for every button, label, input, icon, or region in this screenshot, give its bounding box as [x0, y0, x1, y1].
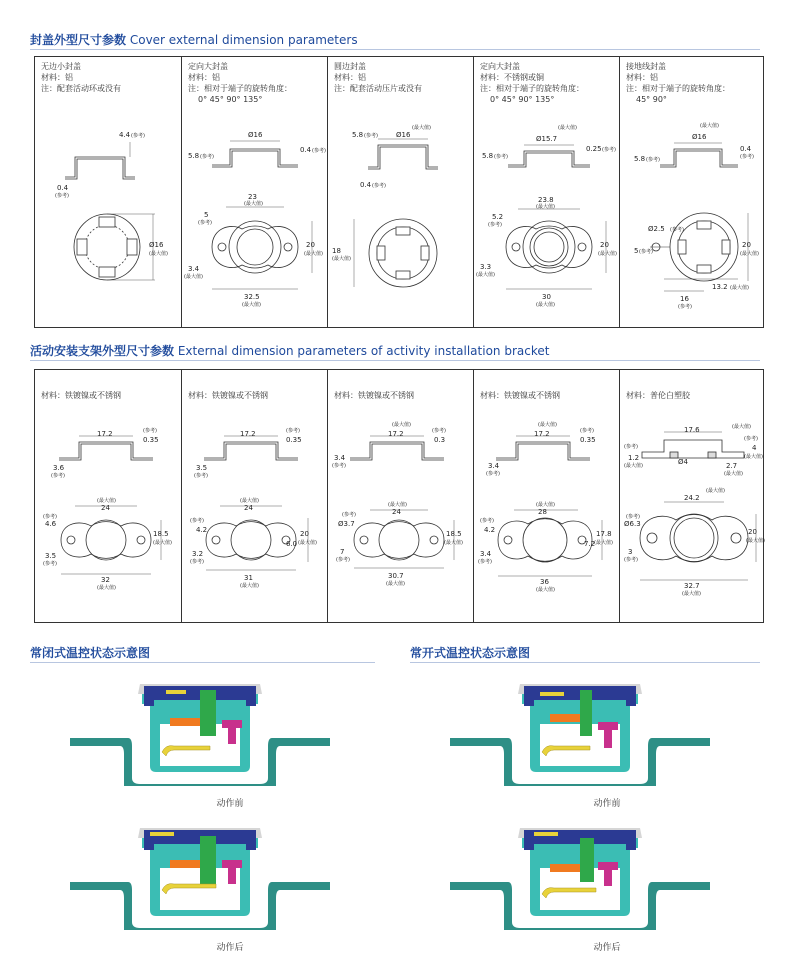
bracket-panel-1-material: 材料：铁镀镍或不锈钢 — [41, 391, 121, 400]
b3-dim-offset: 7 — [340, 548, 345, 556]
b3-dim-width: 17.2 — [388, 430, 404, 438]
p5-dim-diameter-ref: (最大值) — [700, 123, 719, 129]
b3-dim-offset-ref: (参考) — [336, 557, 350, 563]
p4-dim-length-ref: (最大值) — [536, 302, 555, 308]
p2-dim-diameter: Ø16 — [248, 131, 263, 139]
b5-dim-hole: Ø4 — [678, 458, 688, 466]
cover-panel-2-drawing — [182, 57, 328, 327]
open-after-caption: 动作后 — [593, 943, 621, 953]
b1-dim-length-ref: (最大值) — [97, 498, 116, 504]
b4-dim-thickness: 0.35 — [580, 436, 596, 444]
b2-dim-length: 24 — [244, 504, 253, 512]
section2-title: 活动安装支架外型尺寸参数 External dimension parameters of activity installation bracket — [30, 344, 550, 358]
b5-dim-width2-ref: (最大值) — [746, 538, 765, 544]
bracket-panel-1 — [35, 370, 182, 622]
bracket-panels — [34, 369, 764, 623]
b3-dim-length-ref: (最大值) — [388, 502, 407, 508]
b1-dim-height-ref: (参考) — [51, 473, 65, 479]
b2-dim-height2-ref: (最大值) — [298, 540, 317, 546]
b5-dim-height2-ref: (参考) — [744, 436, 758, 442]
p3-dim-outer-ref: (最大值) — [332, 256, 351, 262]
bracket-panel-5-drawing — [620, 370, 763, 622]
p1-dim-diameter: Ø16 — [149, 241, 164, 249]
p5-dim-halfwidth-ref: (最大值) — [730, 285, 749, 291]
cover-panel-2 — [182, 57, 328, 327]
p5-dim-thickness-ref: (参考) — [740, 154, 754, 160]
bracket-panel-3-material: 材料：铁镀镍或不锈钢 — [334, 391, 414, 400]
p2-dim-thickness: 0.4 — [300, 146, 312, 154]
b4-dim-total-ref: (最大值) — [536, 587, 555, 593]
cover-panel-3-drawing — [328, 57, 474, 327]
p5-dim-height: 5.8 — [634, 155, 646, 163]
b1-dim-length: 24 — [101, 504, 110, 512]
b2-dim-height-ref: (参考) — [194, 473, 208, 479]
closed-before-diagram — [70, 676, 390, 786]
b1-dim-offset: 3.5 — [45, 552, 57, 560]
b5-dim-length: 24.2 — [684, 494, 700, 502]
p4-dim-width-ref: (最大值) — [536, 204, 555, 210]
b4-dim-width-ref: (最大值) — [538, 422, 557, 428]
b2-dim-height: 3.5 — [196, 464, 208, 472]
bracket-panel-2-material: 材料：铁镀镍或不锈钢 — [188, 391, 268, 400]
b4-dim-height: 3.4 — [488, 462, 500, 470]
b4-dim-edge: 7.2 — [584, 540, 596, 548]
p2-dim-hole-ref: (参考) — [198, 220, 212, 226]
bracket-panel-1-drawing — [35, 370, 182, 622]
b3-dim-height-ref: (参考) — [332, 463, 346, 469]
open-before-diagram — [450, 676, 770, 786]
p2-dim-length: 32.5 — [244, 293, 260, 301]
p2-dim-offset: 3.4 — [188, 265, 200, 273]
b3-dim-hole: Ø3.7 — [338, 520, 355, 528]
b5-dim-ref: (参考) — [624, 444, 638, 450]
open-type-rule — [410, 662, 760, 663]
b1-dim-thickness: 0.35 — [143, 436, 159, 444]
p2-dim-thickness-ref: (参考) — [312, 148, 326, 154]
b3-dim-height2: 18.5 — [446, 530, 462, 538]
bracket-panel-5 — [620, 370, 763, 622]
b5-dim-width2: 20 — [748, 528, 757, 536]
p3-dim-diameter-ref: (最大值) — [412, 125, 431, 131]
b4-dim-offset-ref: (参考) — [478, 559, 492, 565]
cover-panel-5-text: 接地线封盖 材料：铝 注：相对于端子的旋转角度： 45° 90° — [626, 62, 730, 104]
b2-dim-edge: 6.0 — [286, 540, 298, 548]
b1-dim-hole-ref: (参考) — [43, 514, 57, 520]
b4-dim-height2: 17.8 — [596, 530, 612, 538]
bracket-panel-2-drawing — [182, 370, 328, 622]
p2-dim-height-ref: (参考) — [200, 154, 214, 160]
cover-panel-3 — [328, 57, 474, 327]
b3-dim-width-ref: (最大值) — [392, 422, 411, 428]
bracket-panel-3-drawing — [328, 370, 474, 622]
p4-dim-hole-ref: (参考) — [488, 222, 502, 228]
p5-dim-hole-ref: (参考) — [670, 227, 684, 233]
b2-dim-thickness: 0.35 — [286, 436, 302, 444]
b4-dim-total: 36 — [540, 578, 549, 586]
p5-dim-height2: 20 — [742, 241, 751, 249]
cover-panel-2-text: 定向大封盖 材料：铝 注：相对于端子的旋转角度： 0° 45° 90° 135° — [188, 62, 292, 104]
p5-dim-thickness: 0.4 — [740, 145, 752, 153]
b4-dim-offset: 3.4 — [480, 550, 492, 558]
thermostat-assembly — [450, 684, 710, 786]
b5-dim-length-ref: (最大值) — [706, 488, 725, 494]
b1-dim-height: 3.6 — [53, 464, 65, 472]
p5-dim-height2-ref: (最大值) — [740, 251, 759, 257]
b5-dim-thickness-ref: (最大值) — [624, 463, 643, 469]
b1-dim-total: 32 — [101, 576, 110, 584]
b4-dim-hole: 4.2 — [484, 526, 496, 534]
b2-dim-total: 31 — [244, 574, 253, 582]
p5-dim-offset-ref: (参考) — [639, 249, 653, 255]
b1-dim-hole: 4.6 — [45, 520, 57, 528]
b5-dim-offset-ref: (参考) — [624, 557, 638, 563]
p3-dim-diameter: Ø16 — [396, 131, 411, 139]
p4-dim-thickness-ref: (参考) — [602, 147, 616, 153]
cover-panel-5 — [620, 57, 763, 327]
open-after-diagram — [450, 820, 770, 930]
b3-dim-total: 30.7 — [388, 572, 404, 580]
bracket-panel-4-drawing — [474, 370, 620, 622]
p1-dim-thickness: 0.4 — [57, 184, 69, 192]
b5-dim-mount-hole-ref: (参考) — [626, 514, 640, 520]
p5-dim-halfwidth: 13.2 — [712, 283, 728, 291]
open-before-caption: 动作前 — [593, 799, 621, 809]
b5-dim-height3-ref: (最大值) — [744, 454, 763, 460]
p1-dim-diameter-ref: (最大值) — [149, 251, 168, 257]
b2-dim-hole-ref: (参考) — [190, 518, 204, 524]
b4-dim-height2-ref: (最大值) — [594, 540, 613, 546]
p2-dim-height2: 20 — [306, 241, 315, 249]
b3-dim-height: 3.4 — [334, 454, 346, 462]
p5-dim-diameter: Ø16 — [692, 133, 707, 141]
b2-dim-length-ref: (最大值) — [240, 498, 259, 504]
p2-dim-width: 23 — [248, 193, 257, 201]
b3-dim-total-ref: (最大值) — [386, 581, 405, 587]
cover-panel-4-drawing — [474, 57, 620, 327]
b3-dim-height2-ref: (最大值) — [444, 540, 463, 546]
p4-dim-diameter: Ø15.7 — [536, 135, 558, 143]
b4-dim-hole-ref: (参考) — [480, 518, 494, 524]
bracket-panel-2 — [182, 370, 328, 622]
bracket-panel-3 — [328, 370, 474, 622]
cover-panel-1-drawing — [35, 57, 182, 327]
thermostat-assembly — [70, 684, 330, 786]
b5-dim-height2: 4 — [752, 444, 757, 452]
b1-dim-width: 17.2 — [97, 430, 113, 438]
b2-dim-thickness-ref: (参考) — [286, 428, 300, 434]
b2-dim-height2: 20 — [300, 530, 309, 538]
p4-dim-offset-ref: (最大值) — [476, 272, 495, 278]
p4-dim-diameter-ref: (最大值) — [558, 125, 577, 131]
p5-dim-height-ref: (参考) — [646, 157, 660, 163]
p5-dim-offset: 5 — [634, 247, 639, 255]
b5-dim-thickness: 1.2 — [628, 454, 640, 462]
p3-dim-thickness: 0.4 — [360, 181, 372, 189]
p2-dim-width-ref: (最大值) — [244, 201, 263, 207]
b5-dim-height-ref: (最大值) — [724, 471, 743, 477]
b1-dim-height2-ref: (最大值) — [153, 540, 172, 546]
b5-dim-width: 17.6 — [684, 426, 700, 434]
b4-dim-length: 28 — [538, 508, 547, 516]
bracket-panel-4 — [474, 370, 620, 622]
p2-dim-offset-ref: (最大值) — [184, 274, 203, 280]
p1-dim-height: 4.4 — [119, 131, 131, 139]
p3-dim-thickness-ref: (参考) — [372, 183, 386, 189]
bracket-panel-4-material: 材料：铁镀镍或不锈钢 — [480, 391, 560, 400]
b5-dim-offset: 3 — [628, 548, 633, 556]
cover-panel-3-text: 圆边封盖 材料：铝 注：配套活动压片或没有 — [334, 62, 422, 93]
p3-dim-height: 5.8 — [352, 131, 364, 139]
b2-dim-total-ref: (最大值) — [240, 583, 259, 589]
b2-dim-offset: 3.2 — [192, 550, 204, 558]
closed-after-diagram — [70, 820, 390, 930]
b3-dim-length: 24 — [392, 508, 401, 516]
b4-dim-width: 17.2 — [534, 430, 550, 438]
b1-dim-offset-ref: (参考) — [43, 561, 57, 567]
closed-before-caption: 动作前 — [216, 799, 244, 809]
closed-after-caption: 动作后 — [216, 943, 244, 953]
cover-panel-1-text: 无边小封盖 材料：铝 注：配套活动环或没有 — [41, 62, 121, 93]
b5-dim-total: 32.7 — [684, 582, 700, 590]
p1-dim-height-ref: (参考) — [131, 133, 145, 139]
cover-panel-1 — [35, 57, 182, 327]
section1-rule — [30, 49, 760, 50]
p4-dim-hole: 5.2 — [492, 213, 504, 221]
p2-dim-height: 5.8 — [188, 152, 200, 160]
p2-dim-length-ref: (最大值) — [242, 302, 261, 308]
b3-dim-hole-ref: (参考) — [342, 512, 356, 518]
thermostat-assembly — [70, 828, 330, 930]
b5-dim-total-ref: (最大值) — [682, 591, 701, 597]
bracket-panel-5-material: 材料：普伦白塑胶 — [626, 391, 690, 400]
closed-type-title: 常闭式温控状态示意图 — [30, 646, 151, 660]
b5-dim-height: 2.7 — [726, 462, 738, 470]
b4-dim-thickness-ref: (参考) — [580, 428, 594, 434]
p2-dim-hole: 5 — [204, 211, 209, 219]
p4-dim-height2-ref: (最大值) — [598, 251, 617, 257]
p4-dim-width: 23.8 — [538, 196, 554, 204]
b4-dim-length-ref: (最大值) — [536, 502, 555, 508]
section2-rule — [30, 360, 760, 361]
section1-title: 封盖外型尺寸参数 Cover external dimension parameters — [30, 33, 358, 47]
p5-dim-length-ref: (参考) — [678, 304, 692, 310]
b3-dim-thickness-ref: (参考) — [432, 428, 446, 434]
p5-dim-hole: Ø2.5 — [648, 225, 665, 233]
p3-dim-outer: 18 — [332, 247, 341, 255]
b5-dim-mount-hole: Ø6.3 — [624, 520, 641, 528]
b2-dim-width: 17.2 — [240, 430, 256, 438]
b1-dim-total-ref: (最大值) — [97, 585, 116, 591]
cover-panel-4-text: 定向大封盖 材料：不锈钢或铜 注：相对于端子的旋转角度： 0° 45° 90° 135° — [480, 62, 584, 104]
cover-panel-4 — [474, 57, 620, 327]
p4-dim-height2: 20 — [600, 241, 609, 249]
b1-dim-height2: 18.5 — [153, 530, 169, 538]
p4-dim-thickness: 0.25 — [586, 145, 602, 153]
p4-dim-height: 5.8 — [482, 152, 494, 160]
p4-dim-length: 30 — [542, 293, 551, 301]
cover-panel-5-drawing — [620, 57, 763, 327]
p2-dim-height2-ref: (最大值) — [304, 251, 323, 257]
b4-dim-height-ref: (参考) — [486, 471, 500, 477]
b5-dim-width-ref: (最大值) — [732, 424, 751, 430]
cover-panels — [34, 56, 764, 328]
p5-dim-length: 16 — [680, 295, 689, 303]
open-type-title: 常开式温控状态示意图 — [410, 646, 531, 660]
b2-dim-offset-ref: (参考) — [190, 559, 204, 565]
thermostat-assembly — [450, 828, 710, 930]
p3-dim-height-ref: (参考) — [364, 133, 378, 139]
closed-type-rule — [30, 662, 375, 663]
p4-dim-offset: 3.3 — [480, 263, 492, 271]
b2-dim-hole: 4.2 — [196, 526, 208, 534]
b1-dim-thickness-ref: (参考) — [143, 428, 157, 434]
b3-dim-thickness: 0.3 — [434, 436, 446, 444]
p1-dim-thickness-ref: (参考) — [55, 193, 69, 199]
p4-dim-height-ref: (参考) — [494, 154, 508, 160]
